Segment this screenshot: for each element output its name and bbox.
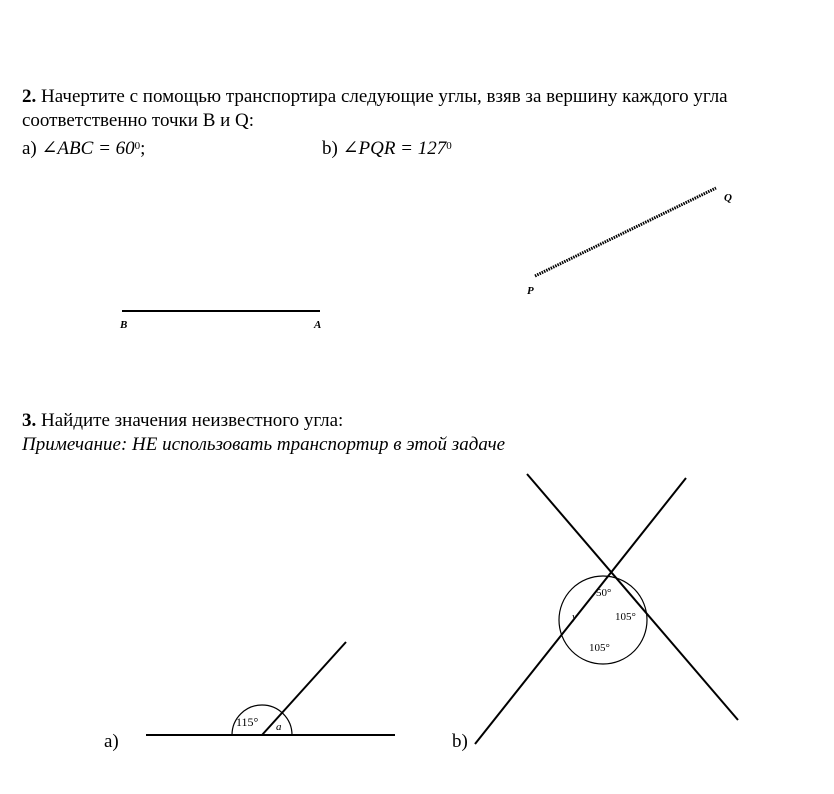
task2-line2: соответственно точки B и Q:	[22, 110, 255, 131]
point-a-label: A	[314, 319, 322, 331]
fig-b-angle-bottom: 105°	[589, 642, 610, 654]
point-q-label: Q	[724, 192, 732, 204]
fig-b-angle-top: 50°	[596, 587, 612, 599]
ray-pq	[535, 188, 716, 276]
fig-a-known-angle: 115°	[236, 715, 259, 729]
item-b-degree: 0	[446, 140, 452, 152]
item-a-prefix: a)	[22, 138, 37, 159]
item-a-angle: ∠ABC = 60	[41, 138, 135, 159]
point-p-label: P	[527, 285, 534, 297]
fig-a-ray	[262, 642, 346, 735]
fig-b-angle-left: y	[572, 611, 577, 623]
fig-a-label: a)	[104, 731, 119, 752]
item-a-degree: 0	[134, 140, 141, 152]
point-b-label: B	[120, 319, 128, 331]
task2-instruction: Начертите с помощью транспортира следующие углы, взяв за вершину каждого угла	[41, 86, 728, 107]
task3-number: 3.	[22, 410, 37, 431]
fig-b-label: b)	[452, 731, 468, 752]
item-a-suffix: ;	[140, 138, 146, 159]
fig-b-line-2	[475, 478, 686, 744]
fig-a-unknown-angle: a	[276, 721, 282, 733]
fig-b-line-1	[527, 474, 738, 720]
item-b-angle: ∠PQR = 127	[342, 138, 447, 159]
fig-b-angle-right: 105°	[615, 611, 636, 623]
task2-number: 2.	[22, 86, 37, 107]
task3-note: Примечание: НЕ использовать транспортир в этой задаче	[22, 434, 506, 455]
item-b-prefix: b)	[322, 138, 338, 159]
task3-title: Найдите значения неизвестного угла:	[41, 410, 344, 431]
